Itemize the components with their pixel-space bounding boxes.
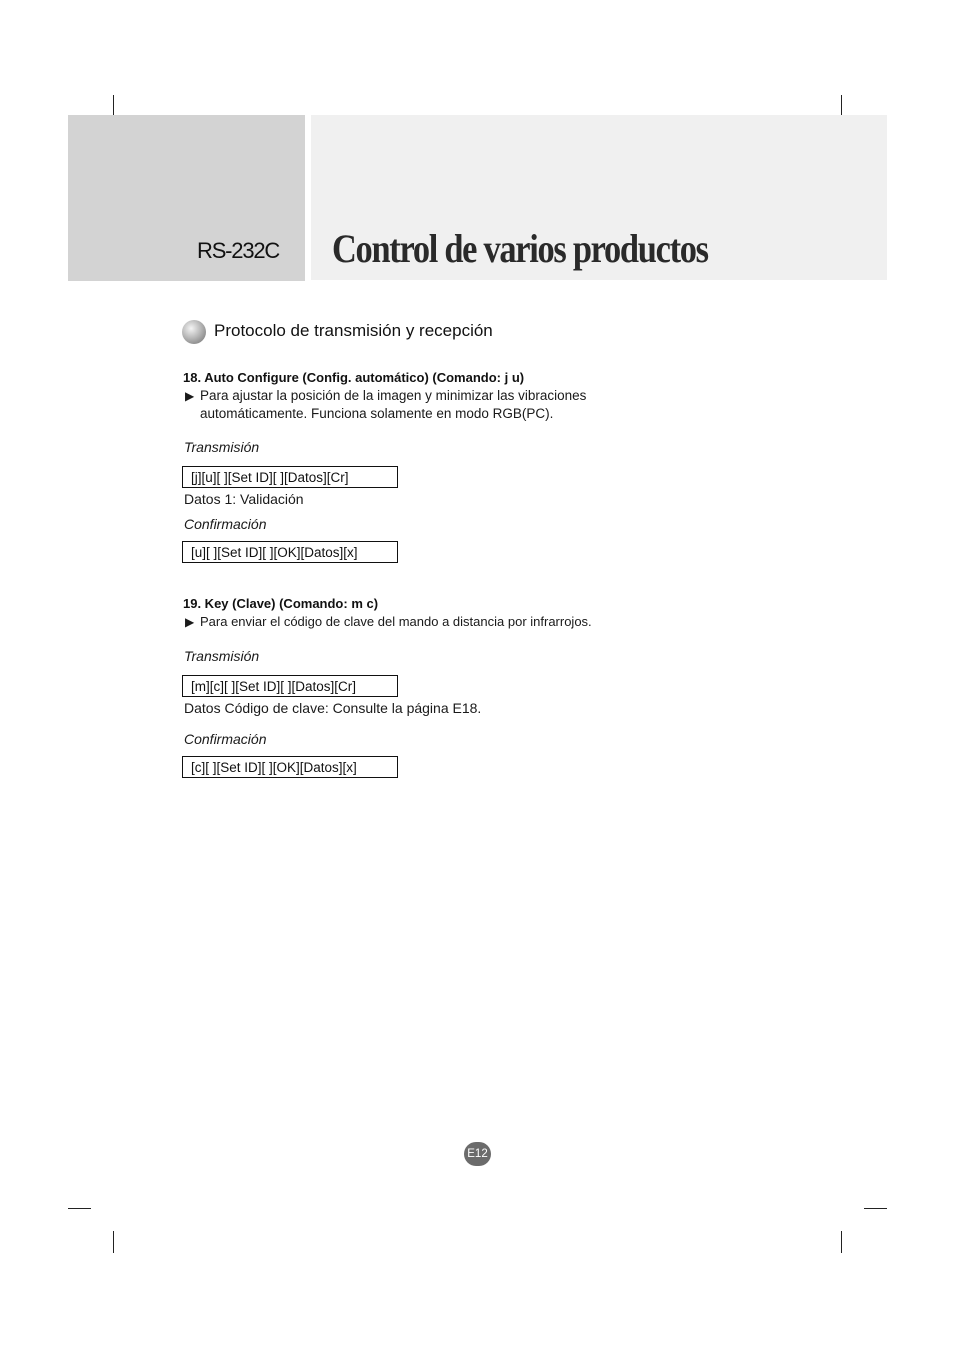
confirmation-code-box: [u][ ][Set ID][ ][OK][Datos][x] xyxy=(182,541,398,563)
sphere-bullet-icon xyxy=(182,320,206,344)
triangle-bullet-icon: ▶ xyxy=(185,389,195,403)
crop-mark xyxy=(864,1208,887,1209)
page-title: Control de varios productos xyxy=(332,226,708,271)
triangle-bullet-icon: ▶ xyxy=(185,615,195,629)
command-19-title: 19. Key (Clave) (Comando: m c) xyxy=(183,596,379,611)
crop-mark xyxy=(841,1231,842,1253)
section-subheading: Protocolo de transmisión y recepción xyxy=(214,321,493,340)
transmission-label: Transmisión xyxy=(184,439,260,455)
crop-mark xyxy=(841,95,842,117)
section-label: RS-232C xyxy=(197,238,280,263)
data-note: Datos Código de clave: Consulte la página E18. xyxy=(184,700,482,716)
confirmation-label: Confirmación xyxy=(184,731,267,747)
data-note: Datos 1: Validación xyxy=(184,491,304,507)
confirmation-label: Confirmación xyxy=(184,516,267,532)
page-number-badge: E12 xyxy=(464,1142,491,1166)
confirmation-code-box: [c][ ][Set ID][ ][OK][Datos][x] xyxy=(182,756,398,778)
command-18-title: 18. Auto Configure (Config. automático) (Comando: j u) xyxy=(183,370,525,385)
command-19-description xyxy=(185,613,592,631)
description-line: Para enviar el código de clave del mando a distancia por infrarrojos. xyxy=(200,614,592,629)
transmission-code-box: [j][u][ ][Set ID][ ][Datos][Cr] xyxy=(182,466,398,488)
transmission-code-box: [m][c][ ][Set ID][ ][Datos][Cr] xyxy=(182,675,398,697)
description-line: automáticamente. Funciona solamente en modo RGB(PC). xyxy=(200,406,554,421)
transmission-label: Transmisión xyxy=(184,648,260,664)
crop-mark xyxy=(68,1208,91,1209)
crop-mark xyxy=(113,95,114,117)
command-18-description xyxy=(185,387,586,422)
crop-mark xyxy=(113,1231,114,1253)
description-line: Para ajustar la posición de la imagen y minimizar las vibraciones xyxy=(200,388,587,403)
